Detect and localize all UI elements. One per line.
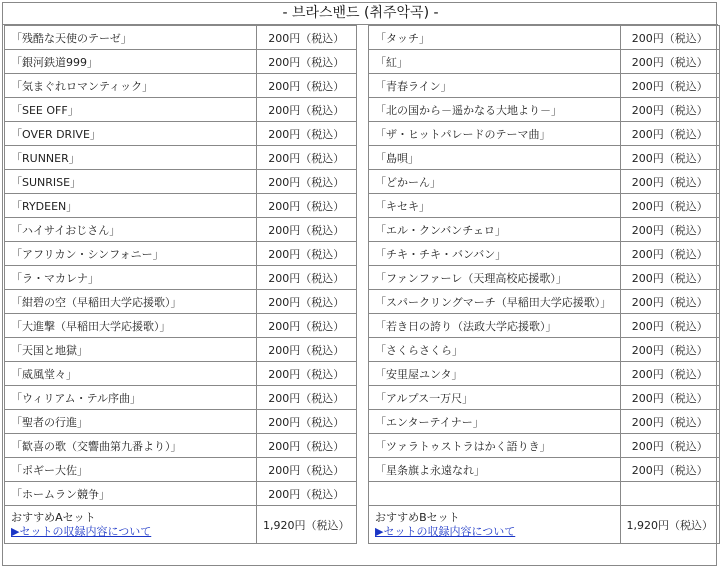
song-row (369, 74, 720, 98)
song-title: 「ハイサイおじさん」 (5, 218, 257, 242)
song-row (369, 314, 720, 338)
set-cell (5, 506, 257, 544)
song-price: 200円（税込） (257, 338, 357, 362)
song-row (5, 122, 357, 146)
song-price: 200円（税込） (257, 482, 357, 506)
song-price: 200円（税込） (621, 362, 720, 386)
song-row (5, 482, 357, 506)
song-price: 200円（税込） (621, 410, 720, 434)
song-row (5, 194, 357, 218)
song-title: 「SEE OFF」 (5, 98, 257, 122)
song-price: 200円（税込） (621, 242, 720, 266)
song-title: 「歓喜の歌（交響曲第九番より）」 (5, 434, 257, 458)
song-row (369, 410, 720, 434)
song-price: 200円（税込） (621, 434, 720, 458)
page-title: - 브라스밴드 (취주악곡) - (3, 3, 718, 25)
song-row (369, 386, 720, 410)
song-price: 200円（税込） (621, 338, 720, 362)
song-row (5, 50, 357, 74)
set-row (5, 506, 357, 544)
song-price: 200円（税込） (257, 242, 357, 266)
song-price: 200円（税込） (257, 386, 357, 410)
song-row (369, 338, 720, 362)
song-price: 200円（税込） (257, 50, 357, 74)
song-price: 200円（税込） (621, 74, 720, 98)
right-price-table (368, 25, 720, 544)
song-title: 「星条旗よ永遠なれ」 (369, 458, 621, 482)
set-price: 1,920円（税込） (257, 506, 357, 544)
song-price: 200円（税込） (621, 170, 720, 194)
empty-cell (369, 482, 621, 506)
song-title: 「紺碧の空（早稲田大学応援歌）」 (5, 290, 257, 314)
song-price: 200円（税込） (621, 386, 720, 410)
song-row (5, 362, 357, 386)
song-row (5, 74, 357, 98)
song-price: 200円（税込） (257, 266, 357, 290)
song-row (369, 242, 720, 266)
song-price: 200円（税込） (621, 98, 720, 122)
song-title: 「RYDEEN」 (5, 194, 257, 218)
empty-cell (621, 482, 720, 506)
song-price: 200円（税込） (257, 434, 357, 458)
set-row (369, 506, 720, 544)
song-title: 「OVER DRIVE」 (5, 122, 257, 146)
song-title: 「チキ・チキ・バンバン」 (369, 242, 621, 266)
song-row (369, 434, 720, 458)
song-row (369, 146, 720, 170)
song-title: 「さくらさくら」 (369, 338, 621, 362)
song-price: 200円（税込） (621, 458, 720, 482)
song-price: 200円（税込） (257, 314, 357, 338)
song-price: 200円（税込） (621, 50, 720, 74)
song-price: 200円（税込） (257, 170, 357, 194)
song-title: 「エル・クンバンチェロ」 (369, 218, 621, 242)
song-row (369, 482, 720, 506)
set-cell (369, 506, 621, 544)
song-row (5, 458, 357, 482)
song-title: 「ツァラトゥストラはかく語りき」 (369, 434, 621, 458)
song-row (5, 290, 357, 314)
song-title: 「ウィリアム・テル序曲」 (5, 386, 257, 410)
song-row (369, 362, 720, 386)
song-row (369, 290, 720, 314)
song-row (5, 386, 357, 410)
song-title: 「大進撃（早稲田大学応援歌）」 (5, 314, 257, 338)
song-row (5, 434, 357, 458)
song-title: 「ポギー大佐」 (5, 458, 257, 482)
song-row (5, 338, 357, 362)
song-title: 「ホームラン競争」 (5, 482, 257, 506)
set-label: おすすめBセット (375, 510, 460, 524)
set-price: 1,920円（税込） (621, 506, 720, 544)
song-row (5, 410, 357, 434)
song-price: 200円（税込） (257, 98, 357, 122)
song-title: 「威風堂々」 (5, 362, 257, 386)
song-price: 200円（税込） (257, 362, 357, 386)
set-contents-link[interactable]: ▶セットの収録内容について (11, 524, 152, 538)
song-title: 「北の国から－遥かなる大地より－」 (369, 98, 621, 122)
song-title: 「気まぐれロマンティック」 (5, 74, 257, 98)
song-title: 「RUNNER」 (5, 146, 257, 170)
song-row (5, 146, 357, 170)
song-price: 200円（税込） (621, 194, 720, 218)
song-title: 「聖者の行進」 (5, 410, 257, 434)
set-contents-link[interactable]: ▶セットの収録内容について (375, 524, 516, 538)
song-price: 200円（税込） (257, 290, 357, 314)
song-title: 「安里屋ユンタ」 (369, 362, 621, 386)
song-price: 200円（税込） (621, 26, 720, 50)
song-title: 「紅」 (369, 50, 621, 74)
song-row (5, 314, 357, 338)
song-row (5, 242, 357, 266)
song-row (369, 98, 720, 122)
song-price: 200円（税込） (257, 26, 357, 50)
song-title: 「ラ・マカレナ」 (5, 266, 257, 290)
song-title: 「スパークリングマーチ（早稲田大学応援歌）」 (369, 290, 621, 314)
song-row (369, 170, 720, 194)
song-price: 200円（税込） (257, 146, 357, 170)
song-price: 200円（税込） (621, 290, 720, 314)
song-price: 200円（税込） (257, 410, 357, 434)
song-price: 200円（税込） (257, 218, 357, 242)
song-row (5, 266, 357, 290)
song-row (5, 218, 357, 242)
song-title: 「エンターテイナー」 (369, 410, 621, 434)
song-price: 200円（税込） (257, 122, 357, 146)
song-price: 200円（税込） (621, 146, 720, 170)
song-row (5, 98, 357, 122)
set-label: おすすめAセット (11, 510, 96, 524)
song-title: 「銀河鉄道999」 (5, 50, 257, 74)
song-title: 「アルプス一万尺」 (369, 386, 621, 410)
song-row (369, 194, 720, 218)
song-row (369, 458, 720, 482)
song-price: 200円（税込） (621, 314, 720, 338)
song-title: 「島唄」 (369, 146, 621, 170)
song-title: 「天国と地獄」 (5, 338, 257, 362)
song-row (369, 266, 720, 290)
song-title: 「ファンファーレ（天理高校応援歌）」 (369, 266, 621, 290)
song-price: 200円（税込） (621, 266, 720, 290)
song-title: 「アフリカン・シンフォニー」 (5, 242, 257, 266)
song-row (369, 122, 720, 146)
song-title: 「どかーん」 (369, 170, 621, 194)
song-title: 「ザ・ヒットパレードのテーマ曲」 (369, 122, 621, 146)
song-price: 200円（税込） (257, 458, 357, 482)
song-price: 200円（税込） (621, 122, 720, 146)
song-price: 200円（税込） (257, 194, 357, 218)
song-price: 200円（税込） (257, 74, 357, 98)
song-row (5, 170, 357, 194)
song-title: 「SUNRISE」 (5, 170, 257, 194)
song-row (369, 26, 720, 50)
left-price-table (4, 25, 357, 544)
song-row (369, 50, 720, 74)
song-row (369, 218, 720, 242)
song-title: 「若き日の誇り（法政大学応援歌）」 (369, 314, 621, 338)
song-price: 200円（税込） (621, 218, 720, 242)
song-row (5, 26, 357, 50)
song-title: 「残酷な天使のテーゼ」 (5, 26, 257, 50)
song-title: 「キセキ」 (369, 194, 621, 218)
song-title: 「タッチ」 (369, 26, 621, 50)
song-title: 「青春ライン」 (369, 74, 621, 98)
